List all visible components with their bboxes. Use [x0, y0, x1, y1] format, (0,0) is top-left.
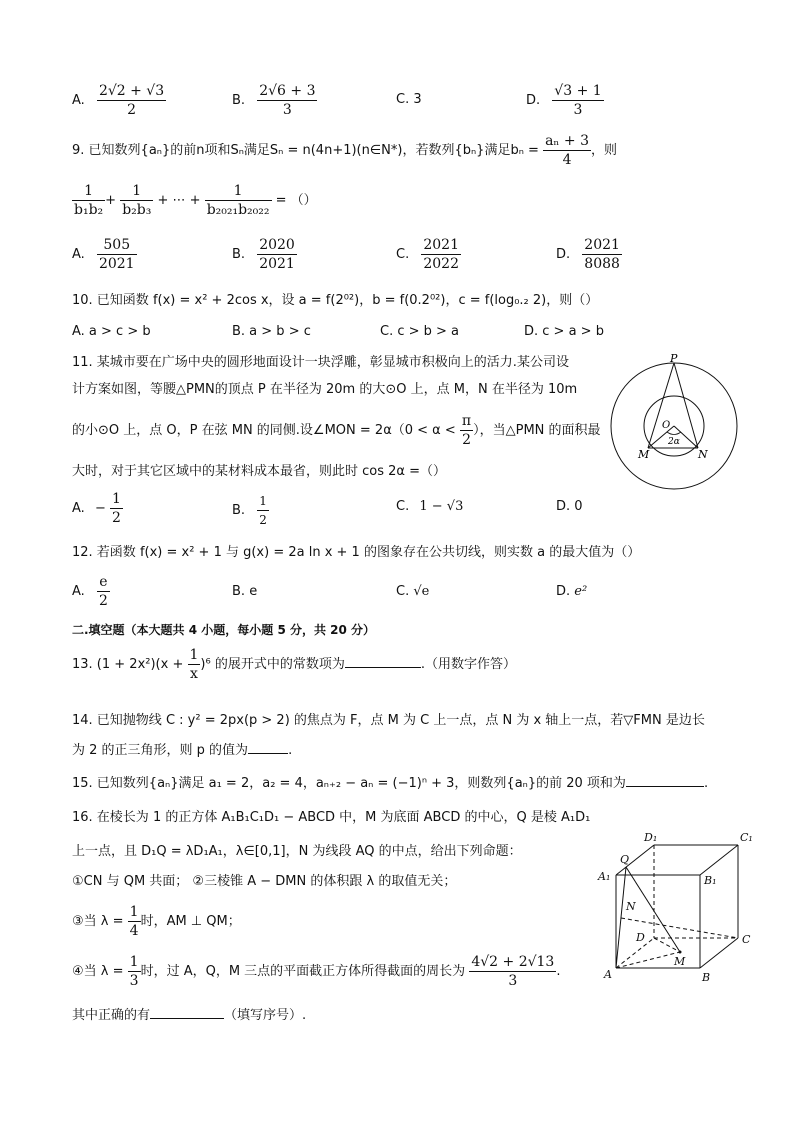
- q11-option-b: B. $\frac{1}{2}$: [232, 494, 267, 527]
- q16-answer-blank[interactable]: [150, 1017, 224, 1019]
- label-C: C: [742, 933, 751, 946]
- label-Q: Q: [620, 853, 630, 866]
- q11-option-d: D. 0: [556, 499, 583, 514]
- label-D: D: [636, 931, 645, 944]
- q13-answer-blank[interactable]: [345, 666, 421, 668]
- q12-option-d: D. e²: [556, 584, 588, 599]
- q15-stem: 15. 已知数列{aₙ}满足 a₁ = 2，a₂ = 4，aₙ₊₂ − aₙ = (−1)ⁿ + 3，则数列{aₙ}的前 20 项和为 .: [72, 776, 709, 791]
- q11-line-2: 计方案如图，等腰△PMN的顶点 P 在半径为 20m 的大⊙O 上，点 M，N 在半径为 10m: [72, 382, 578, 397]
- q16-statement-3: ③当 λ = $\frac{1}{4}$ 时，AM ⊥ QM；: [72, 904, 241, 939]
- segment-PN: [674, 363, 698, 448]
- q16-line-1: 16. 在棱长为 1 的正方体 A₁B₁C₁D₁ − ABCD 中，M 为底面 ABCD 的中心，Q 是棱 A₁D₁: [72, 810, 591, 825]
- q11-option-c: C. 1 − √3: [396, 499, 464, 514]
- q14-line-2: 为 2 的正三角形，则 p 的值为 .: [72, 743, 293, 758]
- q8-option-b: B. $\frac{2√6 + 3}{3}$: [232, 83, 316, 118]
- label-N: N: [626, 900, 636, 913]
- q11-line-3: 的小⊙O 上，点 O，P 在弦 MN 的同侧.设∠MON = 2α（0 < α < $\frac{\pi}{2}$ ），当△PMN 的面积最: [72, 413, 601, 448]
- q10-option-a: A. a > c > b: [72, 324, 151, 339]
- q8-option-a: A. $\frac{2√2 + √3}{2}$: [72, 83, 165, 118]
- label-B1: B₁: [704, 874, 717, 887]
- q8-option-c: C. 3: [396, 92, 422, 107]
- q12-option-a: A. $\frac{e}{2}$: [72, 574, 108, 609]
- q11-line-4: 大时，对于其它区域中的某材料成本最省，则此时 cos 2α =（）: [72, 464, 447, 479]
- q9-option-c: C. $\frac{2021}{2022}$: [396, 237, 459, 272]
- q13-stem: 13. (1 + 2x²)(x + $\frac{1}{x}$ )⁶ 的展开式中的常数项为 .（用数字作答）: [72, 647, 516, 682]
- q9-stem: 9. 已知数列{aₙ}的前n项和Sₙ满足Sₙ = n(4n+1)(n∈N*)，若数列{bₙ}满足bₙ = $\frac{\text{aₙ + 3}}{4}$ ，则: [72, 133, 618, 168]
- q16-answer-line: 其中正确的有 （填写序号）.: [72, 1008, 307, 1023]
- label-N: N: [698, 448, 708, 461]
- q12-option-c: C. √e: [396, 584, 430, 599]
- q16-statement-1-2: ①CN 与 QM 共面； ②三棱锥 A − DMN 的体积跟 λ 的取值无关；: [72, 874, 457, 889]
- q9-option-d: D. $\frac{2021}{8088}$: [556, 237, 620, 272]
- label-B: B: [702, 971, 711, 984]
- q10-option-b: B. a > b > c: [232, 324, 311, 339]
- label-A1: A₁: [598, 870, 611, 883]
- q8-option-d: D. $\frac{√3 + 1}{3}$: [526, 83, 602, 118]
- q11-option-a: A. − $\frac{1}{2}$: [72, 491, 121, 526]
- q10-option-d: D. c > a > b: [524, 324, 604, 339]
- label-angle: 2α: [668, 437, 680, 447]
- angle-arc: [667, 432, 681, 435]
- label-C1: C₁: [740, 831, 753, 844]
- label-M: M: [638, 448, 650, 461]
- q11-line-1: 11. 某城市要在广场中央的圆形地面设计一块浮雕，彰显城市积极向上的活力.某公司设: [72, 355, 569, 370]
- label-P: P: [670, 352, 678, 365]
- q16-line-2: 上一点，且 D₁Q = λD₁A₁，λ∈[0,1]，N 为线段 AQ 的中点，给出下列命题：: [72, 844, 522, 859]
- section-2-heading: 二.填空题（本大题共 4 小题，每小题 5 分，共 20 分）: [72, 623, 376, 637]
- q9-sum-expression: $\frac{1}{\text{b₁b₂}}$ + $\frac{1}{\text{b₂b₃}}$ + ⋯ + $\frac{1}{\text{b₂₀₂₁b₂₀₂₂}}$ = （）: [74, 183, 317, 218]
- q12-option-b: B. e: [232, 584, 258, 599]
- q15-answer-blank[interactable]: [626, 785, 704, 787]
- label-A: A: [604, 968, 612, 981]
- q16-cube-figure: [596, 828, 760, 988]
- q10-stem: 10. 已知函数 f(x) = x² + 2cos x，设 a = f(2⁰²)，b = f(0.2⁰²)，c = f(log₀.₂ 2)，则（）: [72, 293, 599, 308]
- label-O: O: [662, 420, 671, 431]
- q12-stem: 12. 若函数 f(x) = x² + 1 与 g(x) = 2a ln x + 1 的图象存在公共切线，则实数 a 的最大值为（）: [72, 545, 641, 560]
- q14-answer-blank[interactable]: [248, 752, 288, 754]
- q10-option-c: C. c > b > a: [380, 324, 460, 339]
- q16-statement-4: ④当 λ = $\frac{1}{3}$ 时，过 A，Q，M 三点的平面截正方体所得截面的周长为 $\frac{4√2 + 2√13}{3}$ .: [72, 954, 561, 989]
- q9-option-b: B. $\frac{2020}{2021}$: [232, 237, 295, 272]
- q14-line-1: 14. 已知抛物线 C : y² = 2px(p > 2) 的焦点为 F，点 M 为 C 上一点，点 N 为 x 轴上一点，若▽FMN 是边长: [72, 713, 705, 728]
- label-M: M: [674, 955, 686, 968]
- q9-option-a: A. $\frac{505}{2021}$: [72, 237, 135, 272]
- label-D1: D₁: [644, 831, 658, 844]
- q11-circles-figure: [606, 352, 742, 494]
